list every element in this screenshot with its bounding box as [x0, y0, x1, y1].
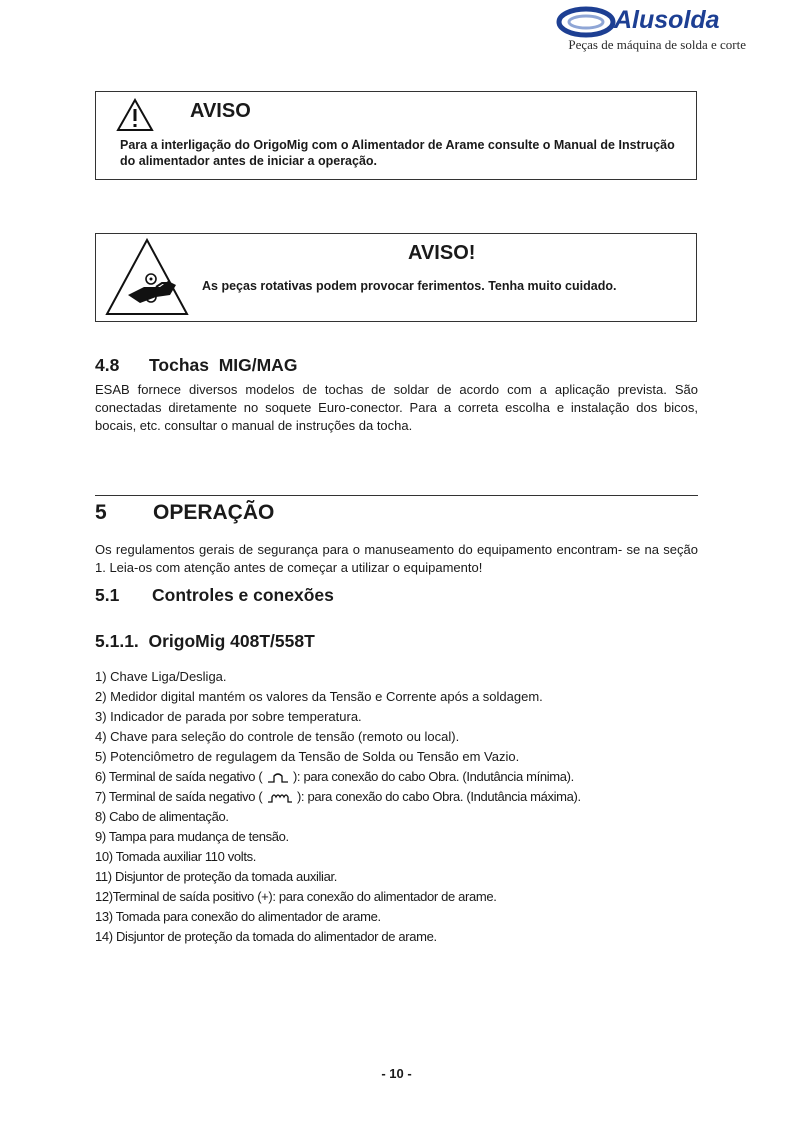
list-item-suffix: ): para conexão do cabo Obra. (Indutância máxima). — [296, 789, 581, 804]
inductance-max-icon — [267, 792, 293, 804]
section-number: 5.1 — [95, 585, 120, 605]
list-item-suffix: ): para conexão do cabo Obra. (Indutância mínima). — [292, 769, 574, 784]
list-item: 11) Disjuntor de proteção da tomada auxiliar. — [95, 869, 337, 884]
chapter-divider — [95, 495, 698, 496]
section-4-8-body: ESAB fornece diversos modelos de tochas de soldar de acordo com a aplicação prevista. São conectadas diretamente no soquete Euro-conector. Para a correta escolha e instalação dos bicos, bocais, etc. consultar o manual de instruções da tocha. — [95, 382, 698, 433]
list-item: 3) Indicador de parada por sobre temperatura. — [95, 709, 362, 724]
list-item: 9) Tampa para mudança de tensão. — [95, 829, 289, 844]
warning-title: AVISO — [190, 100, 251, 122]
warning-box-interconnection — [95, 91, 697, 180]
list-item: 12)Terminal de saída positivo (+): para conexão do alimentador de arame. — [95, 889, 497, 904]
chapter-5-body: Os regulamentos gerais de segurança para o manuseamento do equipamento encontram- se na seção 1. Leia-os com atenção antes de começar a utilizar o equipamento! — [95, 542, 698, 575]
list-item — [95, 767, 698, 787]
section-heading-5-1 — [95, 585, 695, 609]
list-item: 10) Tomada auxiliar 110 volts. — [95, 849, 257, 864]
alusolda-logo — [556, 4, 746, 56]
chapter-title: OPERAÇÃO — [153, 501, 275, 524]
warning-text: Para a interligação do OrigoMig com o Alimentador de Arame consulte o Manual de Instrução do alimentador antes de iniciar a operação. — [120, 138, 675, 168]
list-item: 2) Medidor digital mantém os valores da Tensão e Corrente após a soldagem. — [95, 689, 543, 704]
list-item-prefix: 6) Terminal de saída negativo ( — [95, 769, 263, 784]
list-item — [95, 787, 698, 807]
inductance-min-icon — [267, 772, 289, 784]
warning-text: As peças rotativas podem provocar ferimentos. Tenha muito cuidado. — [202, 279, 617, 293]
alusolda-logo-icon — [556, 4, 618, 40]
section-number: 4.8 — [95, 355, 120, 375]
section-heading-5-1-1 — [95, 631, 695, 655]
warning-title: AVISO! — [408, 242, 476, 264]
page-number: - 10 - — [381, 1066, 412, 1081]
list-item: 4) Chave para seleção do controle de tensão (remoto ou local). — [95, 729, 460, 744]
list-item: 13) Tomada para conexão do alimentador de arame. — [95, 909, 381, 924]
section-title: Tochas MIG/MAG — [149, 355, 298, 375]
section-heading-4-8 — [95, 355, 695, 379]
logo-tagline: Peças de máquina de solda e corte — [568, 37, 746, 52]
chapter-number: 5 — [95, 501, 107, 524]
list-item: 5) Potenciômetro de regulagem da Tensão de Solda ou Tensão em Vazio. — [95, 749, 520, 764]
section-title: 5.1.1. OrigoMig 408T/558T — [95, 631, 315, 651]
controls-list — [95, 667, 698, 947]
logo-brand-name: Alusolda — [614, 6, 720, 34]
list-item-prefix: 7) Terminal de saída negativo ( — [95, 789, 263, 804]
warning-triangle-icon — [116, 98, 154, 132]
list-item: 8) Cabo de alimentação. — [95, 809, 229, 824]
list-item: 1) Chave Liga/Desliga. — [95, 669, 227, 684]
section-title: Controles e conexões — [152, 585, 334, 605]
warning-box-rotating-parts — [95, 233, 697, 322]
chapter-heading-5 — [95, 501, 695, 529]
list-item: 14) Disjuntor de proteção da tomada do alimentador de arame. — [95, 929, 437, 944]
rotating-parts-hand-icon — [104, 237, 190, 317]
